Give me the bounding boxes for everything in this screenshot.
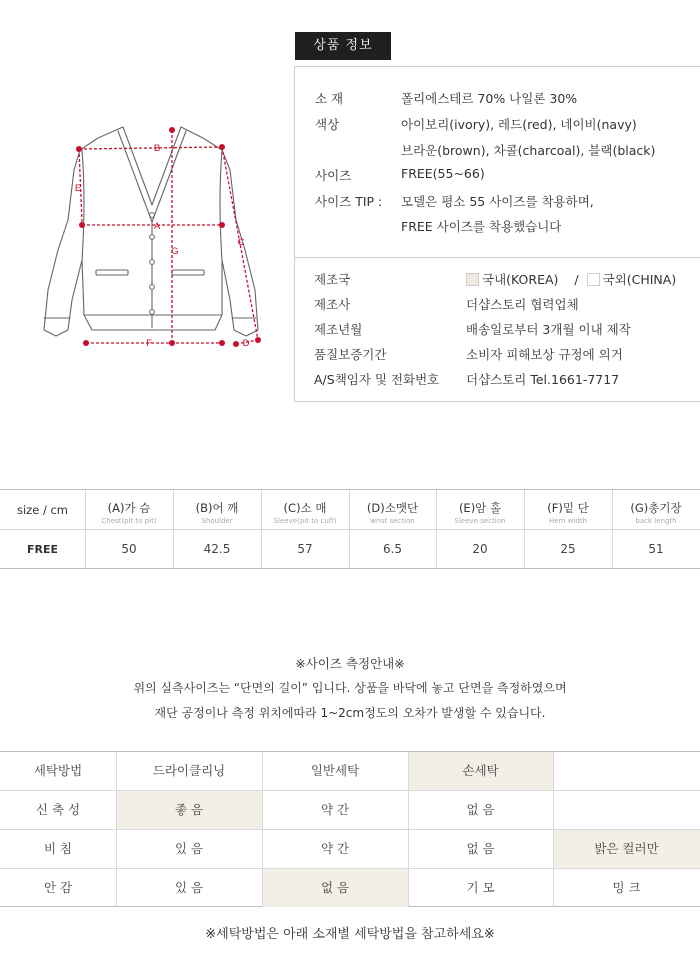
care-cell: 약 간 (320, 841, 350, 856)
spec-value: 모델은 평소 55 사이즈를 착용하며, (401, 194, 594, 209)
measure-label-e: E (74, 183, 82, 194)
spec-value: 브라운(brown), 차콜(charcoal), 블랙(black) (401, 143, 656, 158)
care-cell: 있 음 (174, 880, 204, 895)
size-corner-header: size / cm (16, 503, 68, 517)
measure-label-c: C (237, 237, 245, 248)
care-cell-selected: 없 음 (262, 869, 408, 907)
care-label-lining: 안 감 (43, 880, 73, 895)
spec-value: 폴리에스테르 70% 나일론 30% (401, 91, 578, 106)
measure-line-b (79, 147, 222, 149)
size-header-chest: (A)가 슴 Chest(pit to pit) (101, 501, 157, 525)
care-cell: 기 모 (466, 880, 495, 895)
button-icon (150, 213, 155, 218)
care-label-wash: 세탁방법 (33, 763, 83, 778)
care-cell (553, 752, 700, 790)
size-table (0, 489, 700, 569)
spec-value: FREE 사이즈를 착용했습니다 (401, 219, 562, 234)
spec-label: 사이즈 (315, 168, 352, 183)
spec-value: FREE(55~66) (401, 166, 485, 181)
size-header-wrist: (D)소맷단 wrist section (366, 501, 419, 525)
button-icon (150, 260, 155, 265)
care-cell-selected: 밝은 컬러만 (553, 830, 700, 868)
size-value-hem: 25 (560, 542, 576, 556)
care-cell-selected: 좋 음 (116, 791, 262, 829)
maker-value: 더샵스토리 협력업체 (466, 297, 579, 312)
size-header-length: (G)총기장 back length (630, 501, 682, 525)
origin-china: 국외(CHINA) (602, 272, 677, 287)
maker-label: 제조사 (314, 297, 351, 312)
size-value-shoulder: 42.5 (203, 542, 231, 556)
measure-label-d: D (242, 338, 250, 349)
measure-label-b: B (153, 143, 161, 154)
size-value-wrist: 6.5 (382, 542, 403, 556)
warranty-label: 품질보증기간 (314, 347, 387, 362)
origin-separator: / (574, 272, 579, 287)
origin-china-checkbox (587, 273, 600, 286)
as-contact-value: 더샵스토리 Tel.1661-7717 (466, 372, 620, 387)
care-label-sheer: 비 침 (43, 841, 73, 856)
product-info-tag: 상품 정보 (295, 32, 391, 60)
size-notice-line: 재단 공정이나 측정 위치에따라 1~2cm정도의 오차가 발생할 수 있습니다. (154, 706, 546, 720)
as-contact-label: A/S책임자 및 전화번호 (314, 372, 440, 387)
origin-options (466, 270, 676, 288)
care-cell-selected: 손세탁 (408, 752, 553, 790)
button-icon (150, 285, 155, 290)
origin-korea: 국내(KOREA) (482, 272, 559, 287)
spec-label: 소 재 (315, 91, 344, 106)
product-info-divider (294, 257, 700, 258)
manufacture-date-label: 제조년월 (314, 322, 363, 337)
size-row-label: FREE (26, 543, 58, 556)
care-cell: 있 음 (174, 841, 204, 856)
size-header-hem: (F)밑 단 Hem width (547, 501, 589, 525)
measure-label-g: G (171, 246, 179, 257)
care-label-stretch: 신 축 성 (35, 802, 81, 817)
size-value-chest: 50 (121, 542, 137, 556)
manufacture-date-value: 배송일로부터 3개월 이내 제작 (466, 322, 631, 337)
care-cell: 밍 크 (612, 880, 641, 895)
cardigan-diagram (40, 118, 280, 358)
care-table (0, 751, 700, 907)
size-value-sleeve: 57 (297, 542, 313, 556)
care-cell: 없 음 (466, 802, 495, 817)
measure-label-f: F (146, 338, 152, 349)
button-icon (150, 235, 155, 240)
origin-label: 제조국 (314, 272, 351, 287)
care-cell: 드라이클리닝 (152, 763, 226, 778)
size-notice-title: ※사이즈 측정안내※ (295, 656, 405, 671)
care-cell: 약 간 (320, 802, 350, 817)
size-header-armhole: (E)암 홀 Sleeve section (454, 501, 506, 525)
spec-label: 색상 (315, 117, 340, 132)
spec-value: 아이보리(ivory), 레드(red), 네이비(navy) (401, 117, 637, 132)
care-cell: 일반세탁 (310, 763, 360, 778)
spec-label: 사이즈 TIP : (315, 194, 383, 209)
care-footer-note: ※세탁방법은 아래 소재별 세탁방법을 참고하세요※ (205, 927, 495, 942)
care-cell (553, 791, 700, 829)
origin-korea-checkbox (466, 273, 479, 286)
warranty-value: 소비자 피해보상 규정에 의거 (466, 347, 623, 362)
measure-label-a: A (153, 221, 161, 232)
size-header-sleeve: (C)소 매 Sleeve(pit to cuff) (273, 501, 337, 525)
care-cell: 없 음 (466, 841, 495, 856)
size-value-length: 51 (648, 542, 664, 556)
size-notice-line: 위의 실측사이즈는 “단면의 길이” 입니다. 상품을 바닥에 놓고 단면을 측정하였으며 (133, 681, 567, 695)
cardigan-outline (44, 127, 258, 336)
size-header-shoulder: (B)어 깨 Shoulder (195, 501, 239, 525)
button-icon (150, 310, 155, 315)
size-value-armhole: 20 (472, 542, 488, 556)
